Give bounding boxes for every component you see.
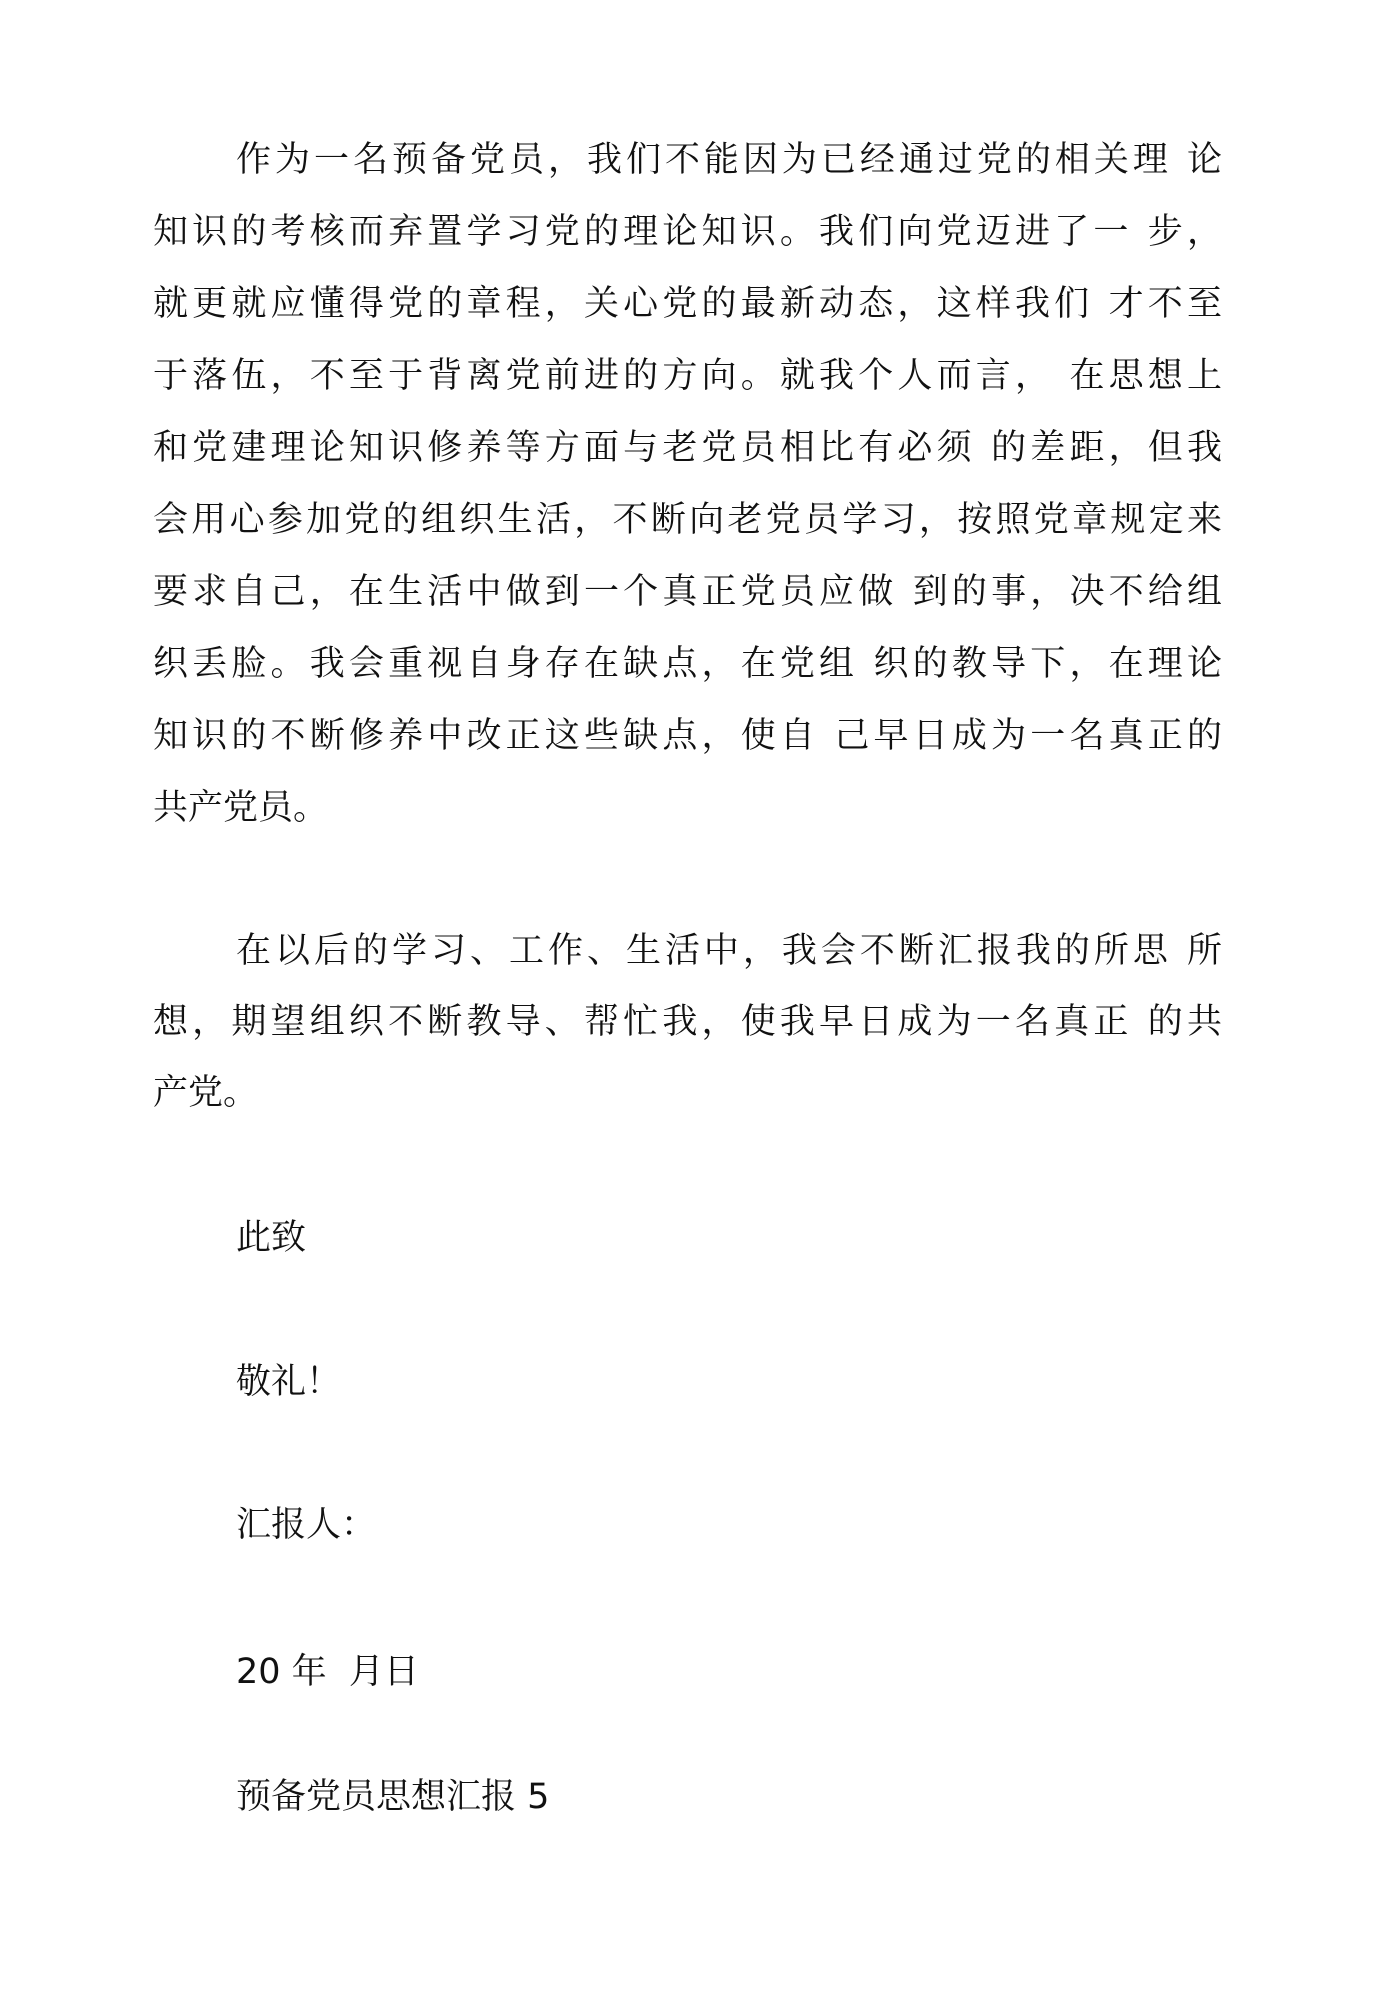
text-line: 知识的考核而弃置学习党的理论知识。我们向党迈进了一 步， [153,212,1222,252]
text-line: 于落伍，不至于背离党前进的方向。就我个人而言， 在思想上 [153,356,1222,396]
text-line: 共产党员。 [153,788,329,828]
text-line: 要求自己，在生活中做到一个真正党员应做 到的事，决不给组 [153,572,1222,612]
date-line: 20 年 月日 [236,1652,419,1692]
salute-text: 敬礼！ [236,1362,342,1402]
text-line: 产党。 [153,1073,259,1113]
text-line: 知识的不断修养中改正这些缺点，使自 己早日成为一名真正的 [153,716,1222,756]
closing-text: 此致 [236,1218,307,1258]
next-section-title: 预备党员思想汇报 5 [236,1777,550,1817]
reporter-label: 汇报人： [236,1505,377,1545]
text-line: 就更就应懂得党的章程，关心党的最新动态，这样我们 才不至 [153,284,1222,324]
text-line: 织丢脸。我会重视自身存在缺点，在党组 织的教导下，在理论 [153,644,1222,684]
text-line: 和党建理论知识修养等方面与老党员相比有必须 的差距，但我 [153,428,1222,468]
text-line: 作为一名预备党员，我们不能因为已经通过党的相关理 论 [236,140,1222,180]
text-line: 会用心参加党的组织生活，不断向老党员学习，按照党章规定来 [153,500,1222,540]
text-line: 想，期望组织不断教导、帮忙我，使我早日成为一名真正 的共 [153,1002,1222,1042]
text-line: 在以后的学习、工作、生活中，我会不断汇报我的所思 所 [236,931,1222,971]
